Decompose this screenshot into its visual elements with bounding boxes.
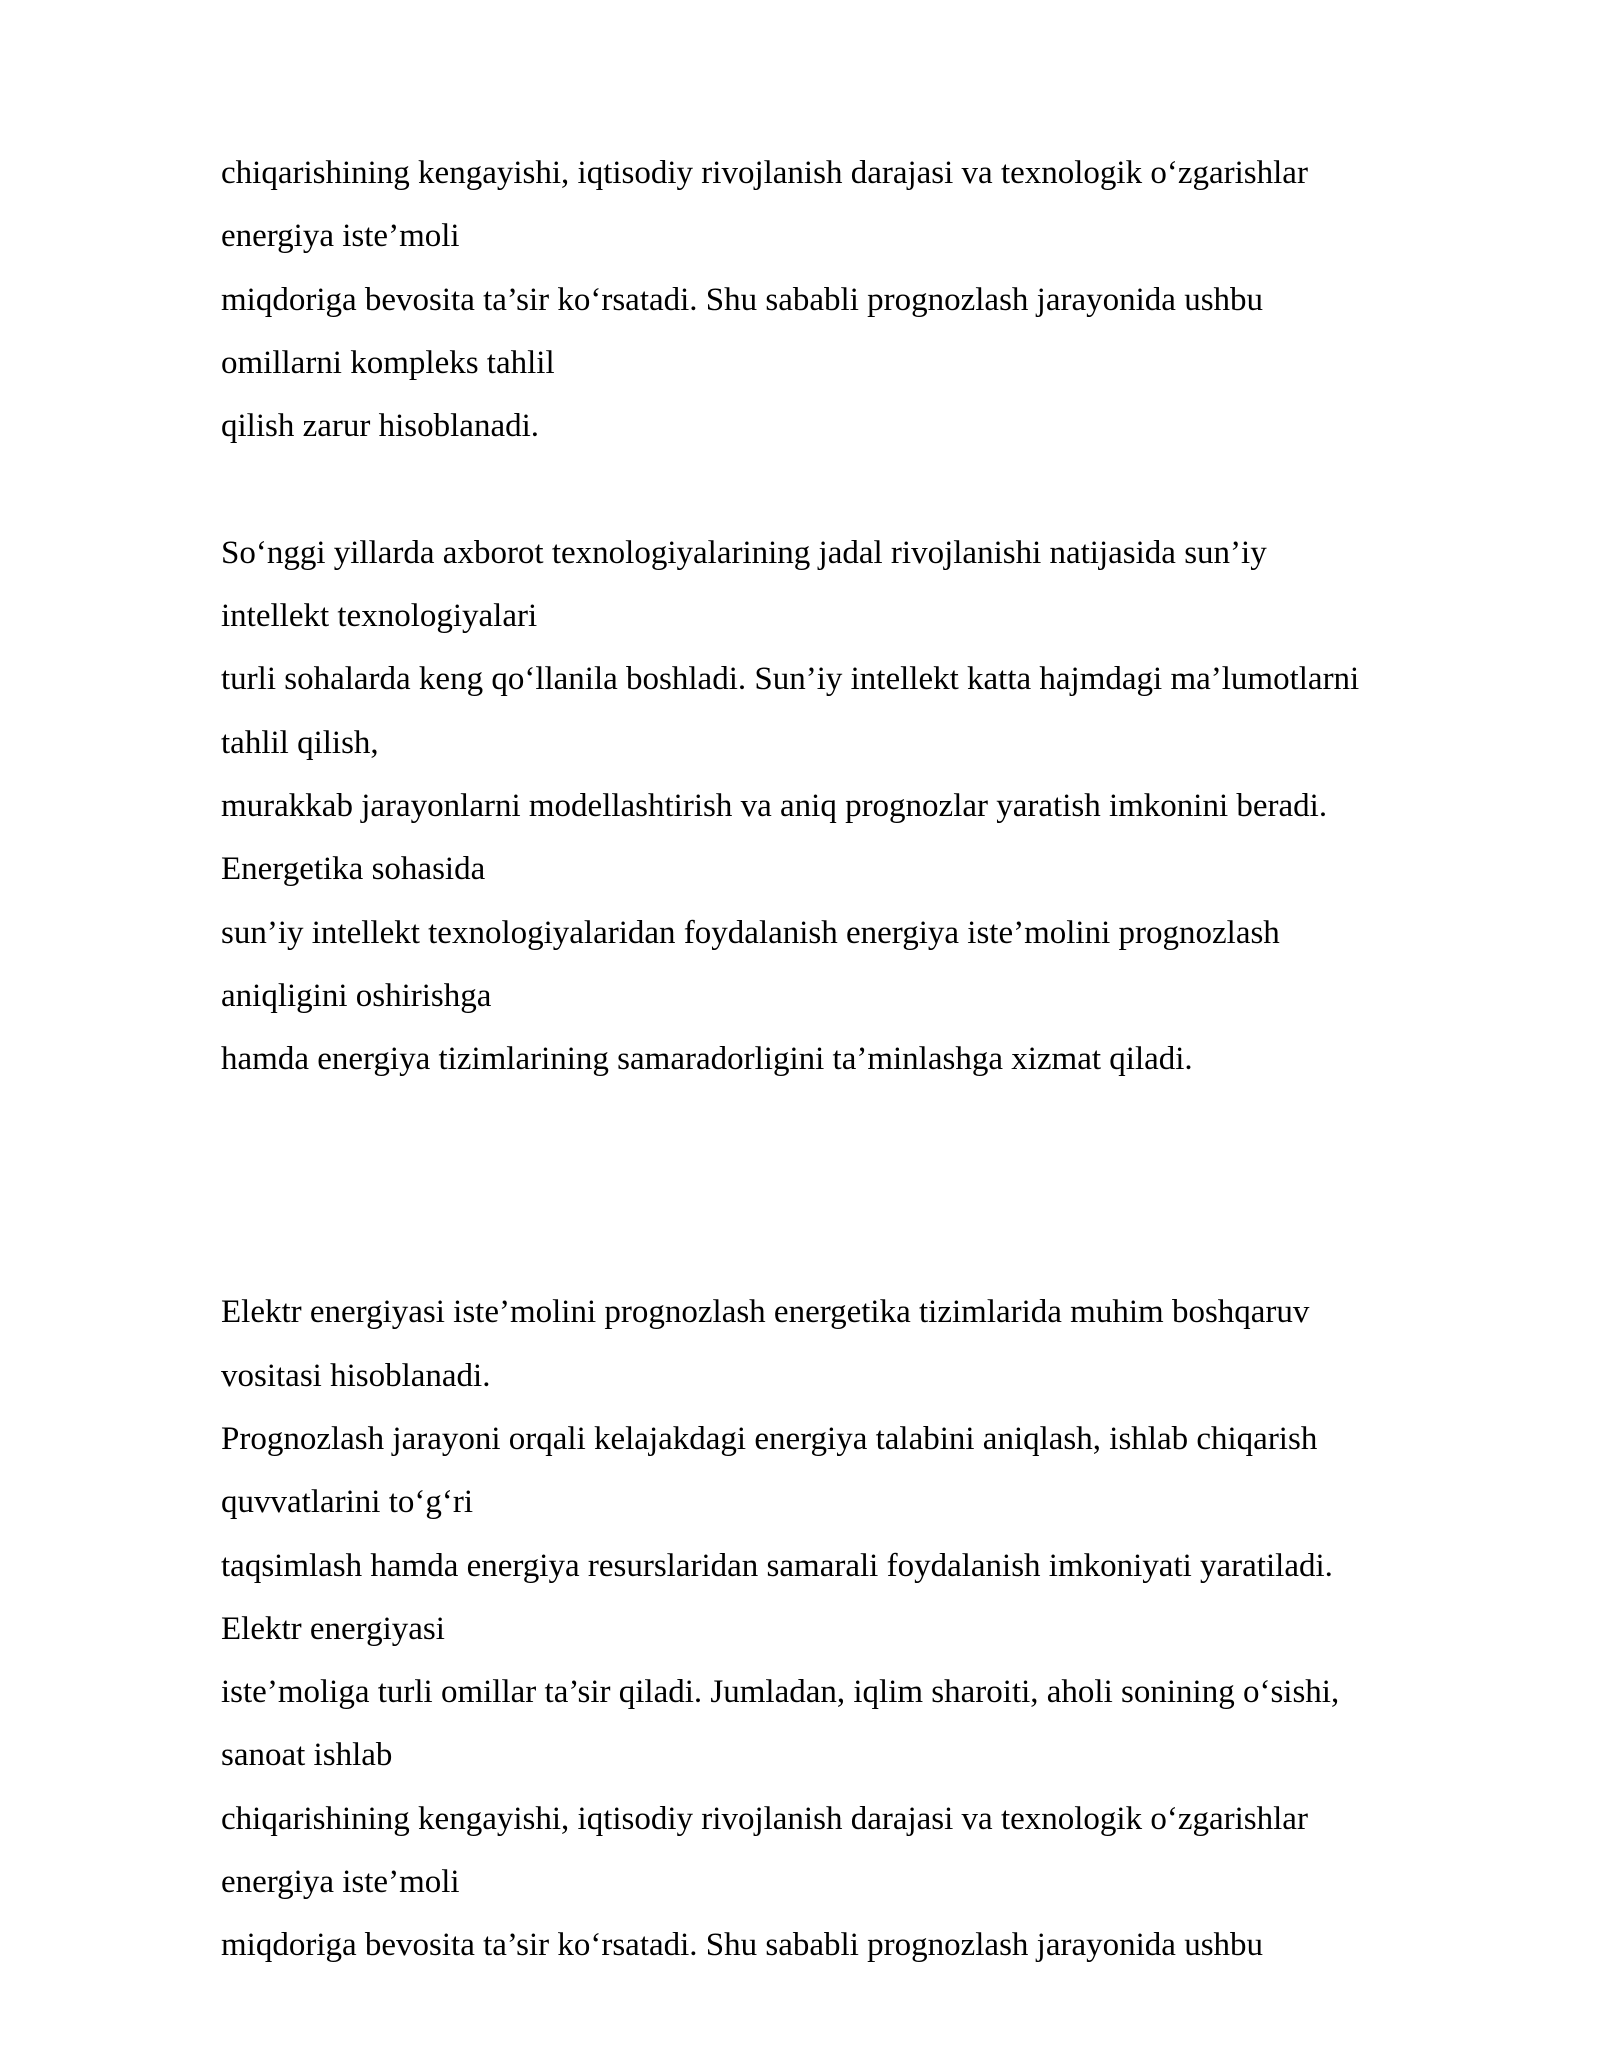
text-line: chiqarishining kengayishi, iqtisodiy rivojlanish darajasi va texnologik o‘zgarishlar bbox=[221, 155, 1308, 191]
text-line: So‘nggi yillarda axborot texnologiyalarining jadal rivojlanishi natijasida sun’iy bbox=[221, 534, 1267, 571]
text-line: intellekt texnologiyalari bbox=[221, 598, 538, 635]
paragraph-gap bbox=[221, 458, 1521, 521]
paragraph-gap bbox=[221, 1091, 1521, 1154]
text-line: sanoat ishlab bbox=[221, 1737, 393, 1774]
text-line: aniqligini oshirishga bbox=[221, 977, 492, 1014]
text-line: sun’iy intellekt texnologiyalaridan foydalanish energiya iste’molini prognozlash bbox=[221, 914, 1280, 951]
text-line: miqdoriga bevosita ta’sir ko‘rsatadi. Shu sababli prognozlash jarayonida ushbu bbox=[221, 281, 1264, 318]
text-line: iste’moliga turli omillar ta’sir qiladi. Jumladan, iqlim sharoiti, aholi sonining o‘sishi, bbox=[221, 1674, 1340, 1711]
document-body bbox=[221, 142, 1521, 1978]
text-line: miqdoriga bevosita ta’sir ko‘rsatadi. Shu sababli prognozlash jarayonida ushbu bbox=[221, 1927, 1264, 1964]
text-line: turli sohalarda keng qo‘llanila boshladi. Sun’iy intellekt katta hajmdagi ma’lumotlarni bbox=[221, 661, 1360, 698]
text-line: omillarni kompleks tahlil bbox=[221, 344, 555, 381]
text-line: Energetika sohasida bbox=[221, 851, 486, 888]
paragraph-gap bbox=[221, 1218, 1521, 1281]
text-line: qilish zarur hisoblanadi. bbox=[221, 408, 540, 445]
text-line: hamda energiya tizimlarining samaradorligini ta’minlashga xizmat qiladi. bbox=[221, 1041, 1193, 1078]
text-line: chiqarishining kengayishi, iqtisodiy rivojlanish darajasi va texnologik o‘zgarishlar bbox=[221, 1800, 1308, 1837]
text-line: tahlil qilish, bbox=[221, 724, 379, 761]
text-line: Elektr energiyasi iste’molini prognozlash energetika tizimlarida muhim boshqaruv bbox=[221, 1294, 1310, 1331]
text-line: Prognozlash jarayoni orqali kelajakdagi energiya talabini aniqlash, ishlab chiqarish bbox=[221, 1420, 1318, 1457]
text-line: energiya iste’moli bbox=[221, 218, 460, 255]
text-line: murakkab jarayonlarni modellashtirish va aniq prognozlar yaratish imkonini beradi. bbox=[221, 787, 1328, 824]
text-line: Elektr energiyasi bbox=[221, 1610, 445, 1647]
text-line: taqsimlash hamda energiya resurslaridan samarali foydalanish imkoniyati yaratiladi. bbox=[221, 1547, 1333, 1584]
text-line: vositasi hisoblanadi. bbox=[221, 1357, 491, 1394]
text-line: energiya iste’moli bbox=[221, 1864, 460, 1901]
paragraph-gap bbox=[221, 1155, 1521, 1218]
text-line: quvvatlarini to‘g‘ri bbox=[221, 1484, 474, 1521]
